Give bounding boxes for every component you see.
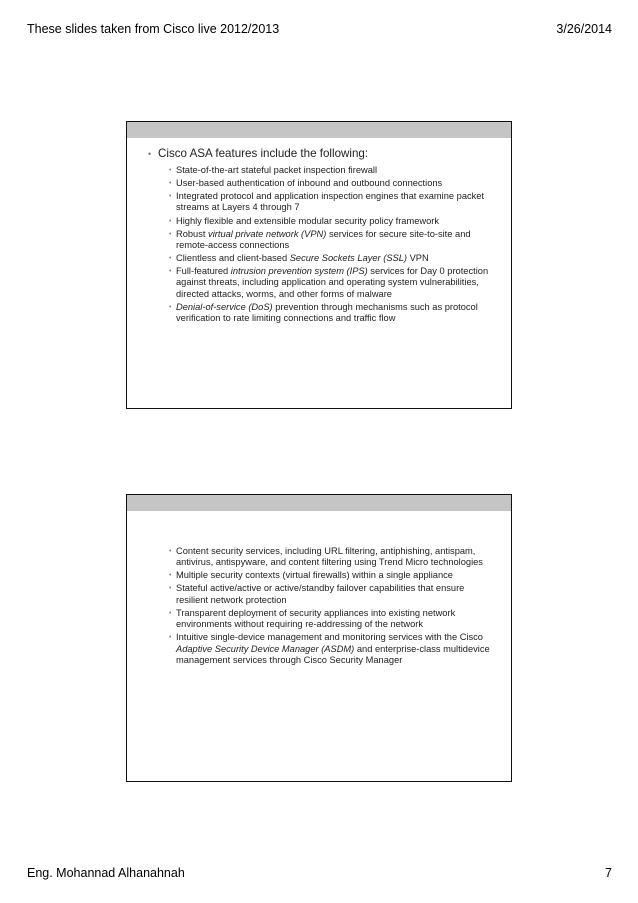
bullet-icon: • [169,193,172,201]
bullet-text-post: services for Day 0 protection against threats, including application and operating system vulnerabilities, directed attacks, worms, and other forms of malware [176,266,489,299]
bullet-item [169,570,491,581]
bullet-text-em: Denial-of-service (DoS) [176,301,273,312]
bullet-text-post: and enterprise-class multidevice management services through Cisco Security Manager [176,643,490,665]
bullet-item [169,216,491,227]
bullet-text-em: Adaptive Security Device Manager (ASDM) [176,643,355,654]
bullet-item [169,165,491,176]
bullet-list [148,546,491,666]
bullet-item [169,583,491,606]
bullet-text-pre: Full-featured [176,266,231,277]
bullet-item [169,178,491,189]
bullet-item [169,191,491,214]
bullet-icon: • [169,572,172,580]
slide-thumbnail-1 [126,121,512,409]
bullet-item [169,608,491,631]
slide-title: Cisco ASA features include the following: [158,147,369,160]
bullet-text-pre: Integrated protocol and application inspection engines that examine packet streams at Layers 4 through 7 [176,191,485,213]
bullet-text-pre: Highly flexible and extensible modular security policy framework [176,215,440,226]
bullet-icon: • [169,230,172,238]
bullet-text-pre: Transparent deployment of security appliances into existing network environments without requiring re-addressing of the network [176,607,456,630]
bullet-item [169,229,491,252]
bullet-icon: • [169,217,172,225]
bullet-text-pre: Content security services, including URL filtering, antiphishing, antispam, antivirus, antispyware, and content filtering using Trend Micro technologies [176,546,483,568]
slide-thumbnail-2 [126,494,512,782]
bullet-list [148,165,491,324]
bullet-icon: • [169,167,172,174]
slide-header-band [127,122,511,138]
bullet-icon: • [169,634,172,642]
bullet-item [169,546,491,569]
bullet-text-pre: Multiple security contexts (virtual firewalls) within a single appliance [176,570,453,581]
bullet-text-pre: Robust [176,228,209,239]
bullet-text-pre: User-based authentication of inbound and outbound connections [176,178,443,189]
header-left-text: These slides taken from Cisco live 2012/2013 [27,22,280,36]
header-date: 3/26/2014 [556,22,612,36]
page-number: 7 [605,866,612,880]
bullet-text-post: VPN [407,253,429,264]
footer-author: Eng. Mohannad Alhanahnah [27,866,185,880]
slide-header-band [127,495,511,511]
bullet-icon: • [169,548,172,555]
bullet-item [169,302,491,325]
bullet-text-pre: State-of-the-art stateful packet inspection firewall [176,165,378,175]
bullet-icon: • [169,585,172,593]
bullet-item [169,253,491,264]
bullet-icon: • [169,255,172,263]
bullet-text-em: Secure Sockets Layer (SSL) [289,253,407,264]
bullet-text-pre: Clientless and client-based [176,253,290,264]
bullet-text-pre: Intuitive single-device management and monitoring services with the Cisco [176,632,483,643]
bullet-text-em: virtual private network (VPN) [208,228,327,239]
bullet-icon: • [148,149,152,159]
bullet-text-post: services for secure site-to-site and remote-access connections [176,228,471,250]
bullet-text-pre: Stateful active/active or active/standby failover capabilities that ensure resilient network protection [176,583,465,605]
bullet-item [169,266,491,300]
slide-main-bullet [148,147,491,161]
bullet-icon: • [169,303,172,311]
bullet-text-post: prevention through mechanisms such as protocol verification to rate limiting connections and traffic flow [176,301,478,324]
bullet-icon: • [169,609,172,617]
bullet-text-em: intrusion prevention system (IPS) [230,266,368,277]
slide-content [148,546,491,668]
slide-content [148,147,491,326]
bullet-icon: • [169,268,172,276]
bullet-item [169,632,491,666]
bullet-icon: • [169,180,172,188]
